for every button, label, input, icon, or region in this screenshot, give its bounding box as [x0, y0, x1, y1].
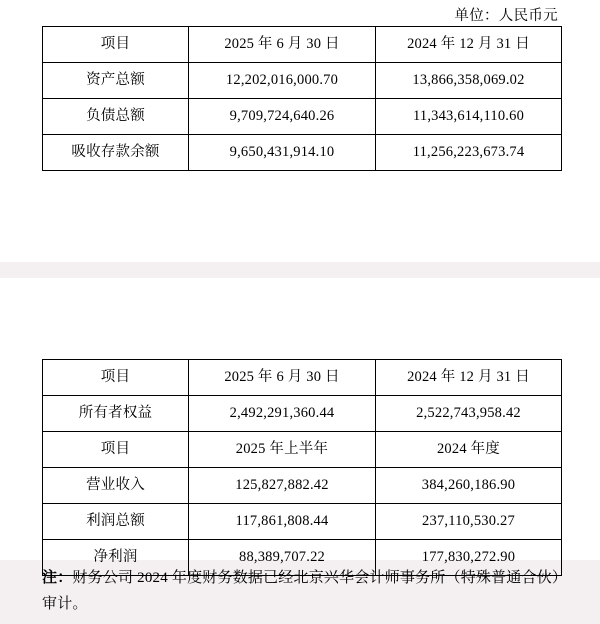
- cell-value: 2,492,291,360.44: [189, 396, 376, 432]
- cell-value: 2,522,743,958.42: [376, 396, 562, 432]
- row-label: 资产总额: [43, 63, 189, 99]
- cell-value: 88,389,707.22: [189, 540, 376, 576]
- cell-value: 237,110,530.27: [376, 504, 562, 540]
- table-row: [43, 396, 562, 432]
- footnote: [42, 566, 560, 617]
- column-header-period-previous: 2024 年 12 月 31 日: [376, 27, 562, 63]
- table-subheader-row: [43, 432, 562, 468]
- cell-value: 125,827,882.42: [189, 468, 376, 504]
- cell-value: 13,866,358,069.02: [376, 63, 562, 99]
- balance-sheet-table: [42, 26, 562, 171]
- table-row: [43, 468, 562, 504]
- cell-value: 384,260,186.90: [376, 468, 562, 504]
- cell-value: 11,343,614,110.60: [376, 99, 562, 135]
- cell-value: 9,650,431,914.10: [189, 135, 376, 171]
- table-row: [43, 99, 562, 135]
- row-label: 利润总额: [43, 504, 189, 540]
- footnote-text: 财务公司 2024 年度财务数据已经北京兴华会计师事务所（特殊普通合伙）审计。: [42, 570, 560, 612]
- cell-value: 2024 年度: [376, 432, 562, 468]
- cell-value: 9,709,724,640.26: [189, 99, 376, 135]
- row-label: 营业收入: [43, 468, 189, 504]
- row-label: 项目: [43, 432, 189, 468]
- column-header-period-current: 2025 年 6 月 30 日: [189, 360, 376, 396]
- cell-value: 11,256,223,673.74: [376, 135, 562, 171]
- income-statement-table: [42, 359, 562, 576]
- column-header-item: 项目: [43, 27, 189, 63]
- table-row: [43, 63, 562, 99]
- row-label: 所有者权益: [43, 396, 189, 432]
- table-row: [43, 135, 562, 171]
- column-header-period-current: 2025 年 6 月 30 日: [189, 27, 376, 63]
- page-break-band-top: [0, 262, 600, 278]
- cell-value: 12,202,016,000.70: [189, 63, 376, 99]
- table-header-row: [43, 27, 562, 63]
- cell-value: 2025 年上半年: [189, 432, 376, 468]
- cell-value: 117,861,808.44: [189, 504, 376, 540]
- table-row: [43, 504, 562, 540]
- unit-label: 单位：人民币元: [454, 8, 558, 24]
- column-header-item: 项目: [43, 360, 189, 396]
- cell-value: 177,830,272.90: [376, 540, 562, 576]
- footnote-label: 注：: [42, 570, 73, 586]
- table-header-row: [43, 360, 562, 396]
- row-label: 负债总额: [43, 99, 189, 135]
- row-label: 吸收存款余额: [43, 135, 189, 171]
- column-header-period-previous: 2024 年 12 月 31 日: [376, 360, 562, 396]
- row-label: 净利润: [43, 540, 189, 576]
